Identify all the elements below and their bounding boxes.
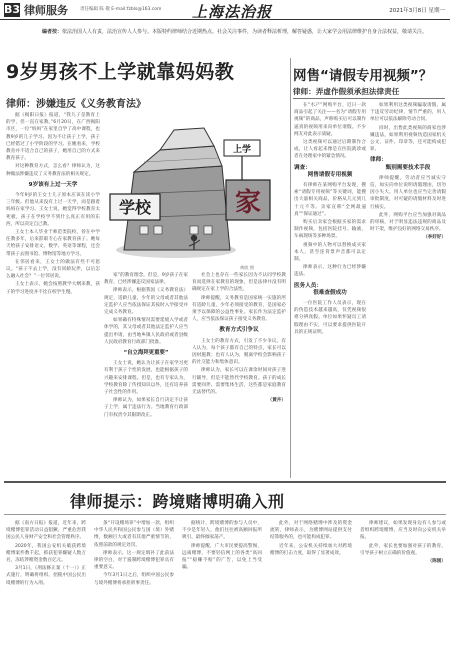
paragraph: 2020年，我国公安机关破获跨境赌博案件数千起，抓获犯罪嫌疑人数万名，冻结涉赌资金数百亿元。 (6, 543, 86, 564)
author-tag: （李好好） (423, 235, 446, 241)
paragraph: 律师认为，如果家长自行决定不让孩子上学，属于违法行为。当地教育行政部门有权责令其限期改正。 (104, 398, 188, 418)
paragraph: 律师表示，根据我国《义务教育法》规定，适龄儿童、少年的父母或者其他法定监护人应当依法保证其按时入学接受并完成义务教育。 (104, 288, 188, 316)
paragraph: 近年来，公安机关持续加大对跨境赌博的打击力度，取得了显著成效。 (270, 543, 352, 556)
paragraph: 律师提醒，劳动者应当诚实守信，如实向单位说明请假理由，切勿因小失大。用人单位也应当完善请假审批制度，对可疑的请假材料及时进行核实。 (370, 175, 446, 210)
home-sign-text: 家 (234, 188, 262, 218)
section-heading: 甄别需要技术手段 (385, 164, 431, 171)
editor-note (42, 28, 444, 36)
paragraph: 律师提醒，义务教育是国家统一实施的所有适龄儿童、少年必须接受的教育，是国家必须予以保障的公益性事业。家长作为法定监护人，应当依法保证孩子接受义务教育。 (192, 295, 286, 323)
section-name: 律师服务 (24, 4, 68, 17)
section-heading: “自立海拜更重要” (123, 350, 169, 357)
main-story-column-2 (104, 272, 188, 474)
section-heading: 调查： (294, 164, 311, 171)
illustration-caption: 黄欣 图 (240, 265, 254, 270)
school-sign-text: 学校 (118, 198, 152, 217)
paragraph: 王女士本人毕业于师范类院校，曾在中学任教多年，后来辞职专心在家教育孩子。她每天给孩子安排语文、数学、英语等课程，还会带孩子去图书馆、博物馆等地方学习。 (6, 230, 100, 257)
section-rule (4, 481, 446, 483)
paragraph: 如果利用这类视频骗取请假，属于违反劳动纪律，情节严重的，用人单位可以依法解除劳动合同。 (370, 103, 446, 123)
paragraph: 购买后卖家会根据买家的需求制作视频，包括医院挂号、输液、车祸现场等多种场景。 (294, 220, 366, 240)
section-heading: 很难查假成功 (313, 289, 347, 296)
page-number: B3 (4, 3, 21, 16)
author-tag: （陈刚） (427, 559, 446, 565)
editor-note-label: 编者按： (42, 29, 63, 35)
right-subheadline: 律师：弄虚作假须承担法律责任 (293, 87, 400, 96)
section-heading: 教育方式引争议 (219, 327, 259, 334)
paragraph: 如果确有特殊情况需要延缓入学或者休学的，其父母或者其他法定监护人应当提出申请，由当地乡镇人民政府或者县级人民政府教育行政部门批准。 (104, 318, 188, 345)
paragraph: 在邻居看来，王女士的做法有些不可思议。“孩子不去上学，没有同龄玩伴，以后怎么融入社会？”一位邻居说。 (6, 259, 100, 280)
bottom-story-column-3 (182, 520, 262, 664)
section-heading: 网售请假专用视频 (307, 171, 353, 178)
paragraph: 据统计，跨境赌博的参与人员中，不少是年轻人，他们往往被高额回报所吸引，最终倾家荡产。 (182, 521, 262, 541)
paragraph: 有律师在某网购平台发现，搜索“请假专用视频”等关键词，能搜出大量相关商品，价格从几元到几十元不等。卖家宣称“全网最逼真”“保证通过”。 (294, 183, 366, 217)
bottom-story-column-5 (360, 520, 446, 664)
bottom-headline: 律师提示：跨境赌博明确入刑 (70, 492, 285, 511)
divider (4, 514, 446, 515)
column-divider (290, 58, 291, 478)
paragraph: 据《揭阳日报》报道，“我儿子是教育上的学，但一直在家教。”6月20日，在广西揭阳市区，一位“妈妈”在家里自学了高中课程，也教9岁的儿子学习。因为不让孩子上学，孩子已经错过了小学阶段的学习。在她看来，学校教育并不适合自己的孩子，她用自己的方式来教育孩子。 (6, 113, 100, 162)
section-heading: 9岁该有上过一天学 (28, 181, 78, 188)
right-story-column-1 (294, 102, 366, 476)
masthead (0, 0, 450, 20)
paragraph: 今年3月1日之后，组织中国公民参与境外赌博将承担刑事责任。 (94, 573, 174, 586)
paragraph: 此外，对于网络赌博中涉及的资金流转，律师表示，为赌博网站提供支付结算服务的，也可能构成犯罪。 (270, 521, 352, 541)
paragraph: 律师表示，这种行为已经涉嫌违法。 (294, 265, 366, 278)
bottom-story-column-2 (94, 520, 174, 664)
sign-school-word: 上学 (232, 145, 252, 155)
paragraph: 王女士表示，她会按照教学大纲来教，孩子的学习进度并不比在校学生慢。 (6, 282, 100, 295)
right-story-column-2 (370, 102, 446, 476)
paragraph: 律师认为，家长可以在课余时间对孩子进行辅导，但是不能替代学校教育。孩子的成长需要同伴、需要集体生活，这些都是家庭教育无法替代的。 (192, 368, 286, 396)
paragraph: 律师表示，这一规定填补了此前法律的空白，对于遏制跨境赌博犯罪具有重要意义。 (94, 550, 174, 571)
paragraph: 律师提醒，广大市民要提高警惕，远离赌博，不要轻信网上的各类“高回报”“稳赚不赔”的广告，以免上当受骗。 (182, 543, 262, 571)
divider (293, 98, 445, 99)
main-story-column-1 (6, 112, 100, 474)
section-heading: 律师： (370, 157, 387, 164)
paragraph: 律师建议，如果发现身边有人参与或者组织跨境赌博，应当及时向公安机关举报。 (360, 521, 446, 541)
main-subheadline: 律师：涉嫌违反《义务教育法》 (6, 99, 146, 110)
editor-contact: 责任编辑 陈 敬 E-mail:fzbls@163.com (80, 7, 162, 12)
section-heading: 医务人员： (294, 282, 322, 289)
paragraph: 一位医院工作人员表示，现在的伪造技术越来越高，仅凭视频很难分辨真假。单位如果怀疑员工请假理由不实，可以要求提供医院开具的正规证明。 (294, 301, 366, 335)
paragraph: 同时，出售此类视频的商家也涉嫌违法，如果利用视频伪造国家机关公文、证件、印章等，还可能构成犯罪。 (370, 125, 446, 153)
newspaper-name: 上海法治报 (192, 3, 273, 21)
paragraph: 据《南方日报》报道，近年来，跨境赌博犯罪活动日益猖獗，严重危害我国公民人身财产安全和社会管理秩序。 (6, 521, 86, 541)
paragraph: 社会上也存在一些家长因为不认同学校教育而选择在家教育的现象，但是法律并没有明确规定在家上学的合法性。 (192, 273, 286, 293)
school-vs-home-illustration (104, 110, 280, 262)
issue-date: 2021年3月8日 星期一 (389, 8, 445, 14)
author-tag: （黄卉） (267, 398, 286, 404)
paragraph: 家”的教育理念。但是，9岁孩子在家教育，已经涉嫌违反国家法律。 (104, 273, 188, 286)
paragraph: 3月1日，《刑法修正案（十一）》正式施行，明确将组织、招揽中国公民出境赌博的行为入刑。 (6, 566, 86, 586)
paragraph: 条“开设赌场罪”中增加一款，组织中华人民共和国公民参与国（境）外赌博，数额巨大或者有其他严重情节的，依照前款的规定处罚。 (94, 521, 174, 548)
paragraph: 今年9岁的王女士儿子原本应该在读小学三年级。但他从来没有上过一天学，而是跟着妈妈在家学习。王女士说，她觉得学校教育太死板，孩子在学校学不到什么真正有用的东西，所以决定自己教。 (6, 193, 100, 227)
paragraph: 在“水产”网购平台，近日一款商品引起了关注——名为“请假专用视频”的商品，声称购买后可以制作逼真的视频用来向单位请假。不少网友对此表示质疑。 (294, 103, 366, 137)
paragraph: 视频中的人物可以替换成买家本人，甚至连背景声音都可以定制。 (294, 242, 366, 263)
paragraph: 王女士的教育方式，引发了不少争议。有人认为，每个孩子都有自己的特点，家长可以因材施教；也有人认为，脱离学校会影响孩子的社交能力和集体意识。 (192, 338, 286, 366)
bottom-story-column-1 (6, 520, 86, 664)
paragraph: 此外，网购平台应当加强对商品的审核，对于明显违法违规的商品及时下架，维护良好的网络交易秩序。 (370, 212, 446, 233)
paragraph: 对这种教育方式，怎么看？律师认为，这种做法涉嫌违反了义务教育法的相关规定。 (6, 164, 100, 177)
right-headline: 网售“请假专用视频”？ (293, 68, 433, 84)
editor-note-text: 依法治国人人有责，法治宣传人人参与。本版特约律师结合近期热点、社会关注事件，为读者释法析理，解答疑惑，让大家学会用法律维护自身合法权益，敬请关注。 (62, 29, 428, 35)
main-headline: 9岁男孩不上学就靠妈妈教 (6, 61, 235, 83)
paragraph: 此外，家长也要加强对孩子的教育，引导孩子树立正确的价值观。 (360, 543, 446, 556)
paragraph: 王女士说，她认为让孩子在家学习更有利于孩子个性的发展，也能根据孩子的兴趣来安排课程。但是，也有专家认为，学校教育除了传授知识以外，还有培养孩子社会性的作用。 (104, 361, 188, 396)
paragraph: 这类视频可以通过后期制作合成，让人看起来像是在医院就诊或者在处理家中的紧急情况。 (294, 140, 366, 160)
bottom-story-column-4 (270, 520, 352, 664)
main-story-column-3 (192, 272, 286, 474)
